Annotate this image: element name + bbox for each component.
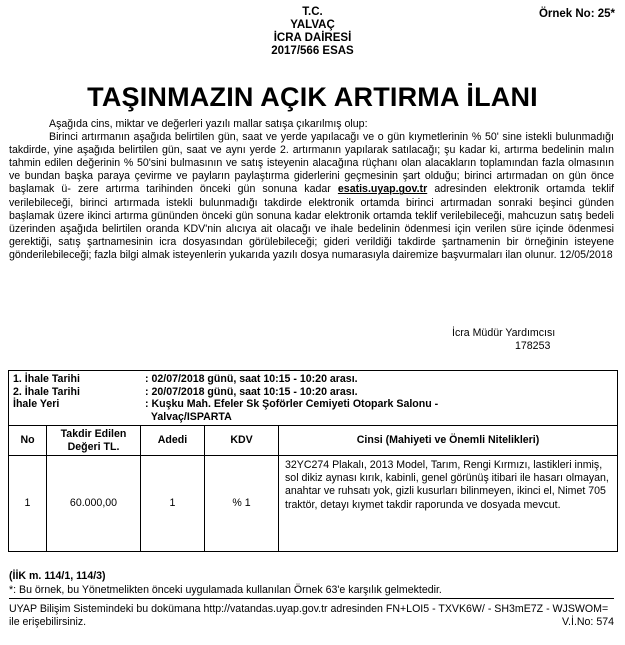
auction-table <box>8 370 618 552</box>
auction-place-city: Yalvaç/ISPARTA <box>150 410 232 423</box>
esatis-link[interactable]: esatis.uyap.gov.tr <box>337 183 428 196</box>
col-header-count: Adedi <box>141 426 205 456</box>
header-line-office: İCRA DAİRESİ <box>273 32 352 44</box>
signature-number: 178253 <box>515 340 551 352</box>
intro-paragraph: Aşağıda cins, miktar ve değerleri yazılı mallar satışa çıkarılmış olup: <box>49 118 368 130</box>
law-reference: (İİK m. 114/1, 114/3) <box>9 570 106 582</box>
example-number: Örnek No: 25* <box>538 8 615 20</box>
cell-value: 60.000,00 <box>47 456 141 552</box>
auction-place-value: : Kuşku Mah. Efeler Sk Şoförler Cemiyeti Otopark Salonu - <box>145 398 439 410</box>
footer-text: UYAP Bilişim Sistemindeki bu dokümana http://vatandas.uyap.gov.tr adresinden FN+LOI5 - TXVK6W/ - SH3mE7Z - WJSWOM= ile erişebilirsiniz. <box>9 603 609 628</box>
second-auction-label: 2. İhale Tarihi <box>13 385 80 398</box>
header-line-city: YALVAÇ <box>290 19 335 31</box>
second-auction-value: : 20/07/2018 günü, saat 10:15 - 10:20 arası. <box>145 385 358 398</box>
auction-place-label: İhale Yeri <box>13 398 60 410</box>
announcement-body <box>9 118 614 262</box>
body-part-1: Birinci artırmanın aşağıda belirtilen gün, saat ve yerde yapılacağı ve o gün kıymetlerinin % 50' sine istekli bulunmadığı takdirde, yine aşağıda belirtilen gün, saat ve aynı yerde 2. artırmanın yapılarak satılacağı; şu kadar ki, artırma bedelinin malın tahmin edilen değerinin % 50'sini bulmasının ve satış isteyenin alacağına rüçhanı olan alacakların toplamından fazla olmasının ve bundan başka paraya çevirme ve payların paylaştırma giderlerini geçmesinin şart olduğu; birinci artırmadan on gün önce başlamak ü- zere artırma tarihinden önceki gün sonuna kadar <box>9 131 614 196</box>
cell-count: 1 <box>141 456 205 552</box>
cell-desc: 32YC274 Plakalı, 2013 Model, Tarım, Rengi Kırmızı, lastikleri inmiş, sol dikiz aynası kırık, kabinli, genel görünüş itibari ile hasarı olmayan, anahtar ve ruhsatı yok, gizli kusurları bilinmeyen, ikinci el, Nimet 705 traktör, detayı kıymet takdir raporunda ve dosyada mevcut. <box>279 456 618 552</box>
signature-block <box>452 327 555 353</box>
first-auction-label: 1. İhale Tarihi <box>13 373 80 385</box>
auction-info-row <box>9 371 618 426</box>
signature-role: İcra Müdür Yardımcısı <box>452 327 556 339</box>
col-header-value: Takdir Edilen Değeri TL. <box>47 426 141 456</box>
footnote: *: Bu örnek, bu Yönetmelikten önceki uygulamada kullanılan Örnek 63'e karşılık gelmektedir. <box>9 584 442 596</box>
cell-kdv: % 1 <box>205 456 279 552</box>
table-row <box>9 456 618 552</box>
col-header-no: No <box>9 426 47 456</box>
body-part-2: adresinden elektronik ortamda teklif verilebileceği, birinci artırmada istekli bulunmadığı takdirde elektronik ortamda birinci artırmadan sonraki beşinci günden başlamak üzere ikinci artırma gününden önceki gün sonuna kadar elektronik ortamda teklif verilebileceği, mahcuzun satış bedeli üzerinden aşağıda belirtilen oranda KDV'nin alıcıya ait olacağı ve ihale bedelinin ödenmesi için verilen süre içinde ödenmesi gerektiği, satış şartnamesinin icra dosyasından görülebileceği; gideri verildiği takdirde şartnamenin bir örneğinin isteyene gönderilebileceği; fazla bilgi almak isteyenlerin yukarıda yazılı dosya numarasıyla dairemize başvurmaları ilan olunur. 12/05/2018 <box>9 183 615 261</box>
cell-no: 1 <box>9 456 47 552</box>
uyap-footer <box>9 598 614 629</box>
vi-number: V.İ.No: 574 <box>561 616 614 628</box>
page-title: TAŞINMAZIN AÇIK ARTIRMA İLANI <box>87 82 538 112</box>
court-header <box>0 6 625 58</box>
table-header-row <box>9 426 618 456</box>
header-line-tc: T.C. <box>302 6 323 18</box>
header-line-case: 2017/566 ESAS <box>271 45 354 57</box>
first-auction-value: : 02/07/2018 günü, saat 10:15 - 10:20 arası. <box>145 373 358 385</box>
main-paragraph <box>9 131 614 262</box>
col-header-desc: Cinsi (Mahiyeti ve Önemli Nitelikleri) <box>279 426 618 456</box>
col-header-kdv: KDV <box>205 426 279 456</box>
